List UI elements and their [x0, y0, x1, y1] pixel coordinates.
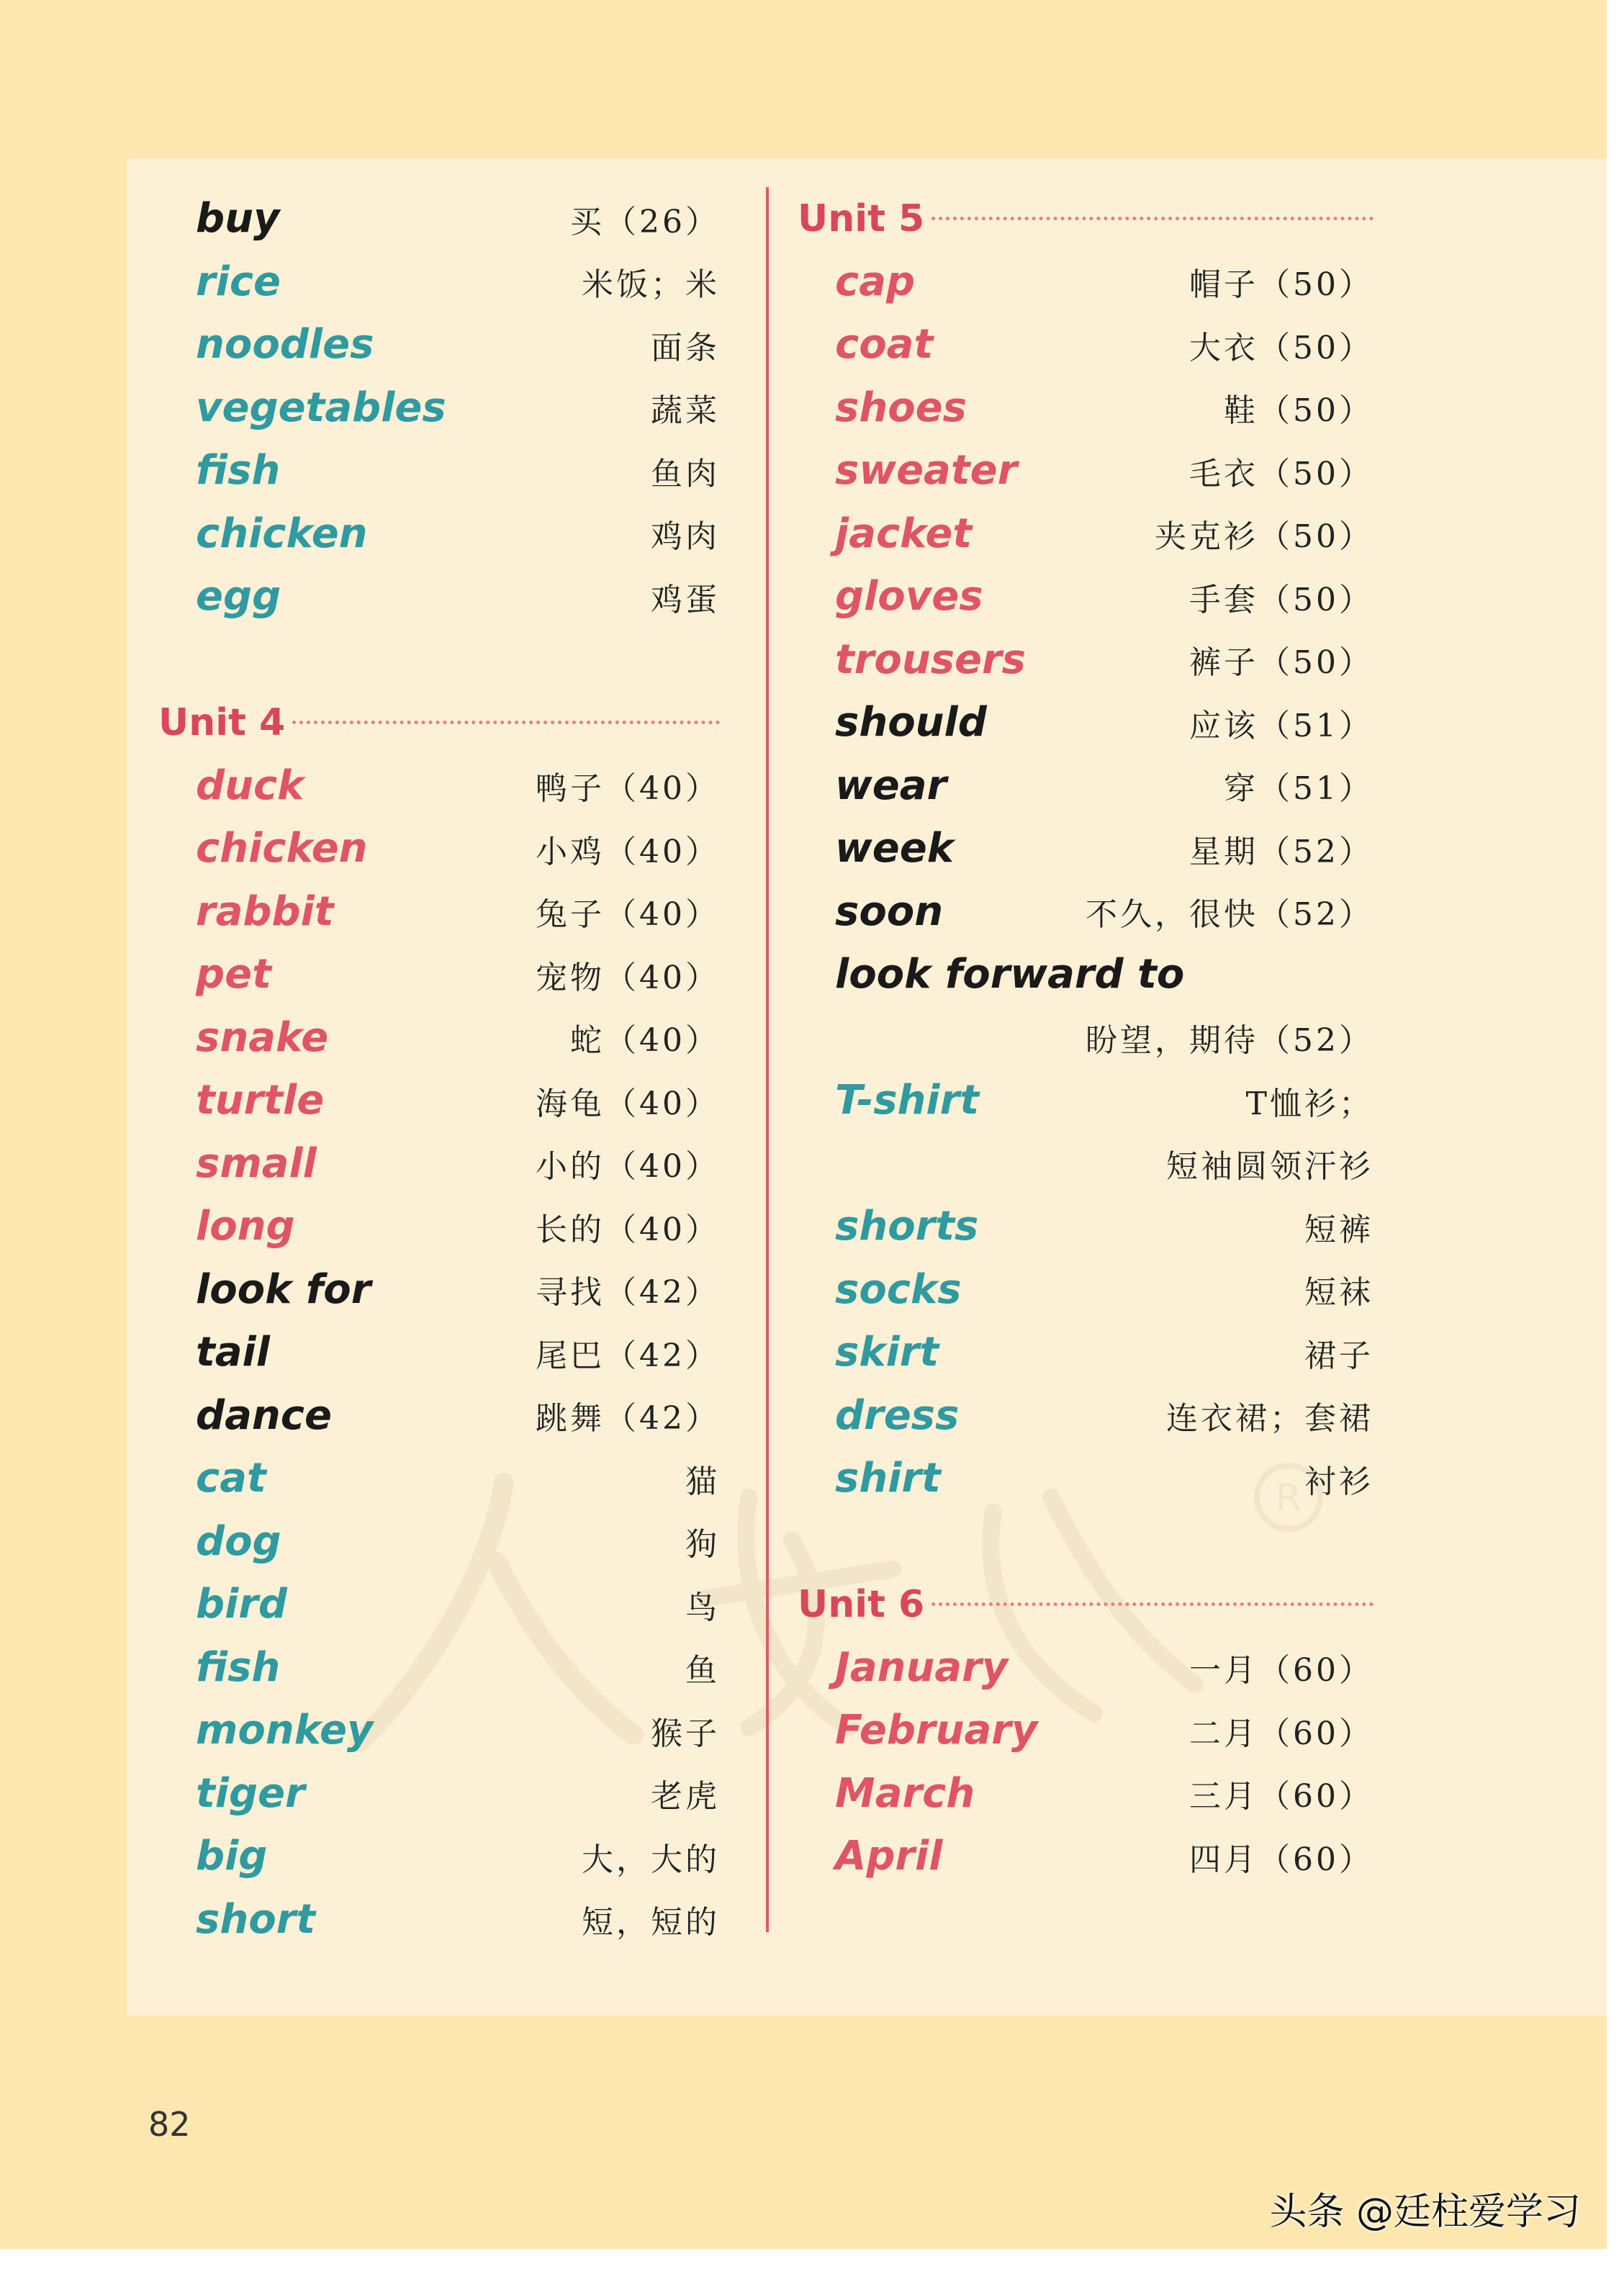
- vocab-entry: [798, 1258, 1373, 1322]
- vocab-word: tiger: [196, 1769, 305, 1817]
- source-credit: 头条 @廷柱爱学习: [1269, 2191, 1581, 2234]
- vocab-meaning: 帽子（50）: [1189, 266, 1373, 304]
- vocab-word: trousers: [835, 636, 1026, 683]
- vocab-word: week: [835, 825, 954, 872]
- vocab-meaning: 不久，很快（52）: [1086, 896, 1373, 934]
- vocab-entry: [798, 691, 1373, 754]
- vocab-entry: [158, 1573, 720, 1636]
- vocab-meaning: 应该（51）: [1189, 707, 1373, 744]
- vocab-meaning: 宠物（40）: [536, 959, 720, 996]
- vocab-meaning: 蔬菜: [651, 392, 720, 430]
- vocab-word: rice: [196, 258, 281, 305]
- vocab-meaning: 长的（40）: [536, 1211, 720, 1248]
- vocab-meaning: 鱼: [685, 1652, 720, 1690]
- page-number: 82: [148, 2105, 191, 2144]
- vocab-word: turtle: [196, 1077, 325, 1124]
- vocab-word: wear: [835, 762, 947, 809]
- unit-title: Unit 4: [158, 700, 286, 744]
- vocab-meaning: 海龟（40）: [536, 1085, 720, 1122]
- vocab-entry: [158, 565, 720, 628]
- vocab-entry: [158, 1132, 720, 1196]
- vocab-entry: [798, 1069, 1373, 1132]
- vocab-meaning: 跳舞（42）: [536, 1400, 720, 1438]
- vocab-entry: [158, 1762, 720, 1826]
- vocab-meaning: 二月（60）: [1189, 1715, 1373, 1752]
- unit-heading: [798, 1573, 1373, 1636]
- vocab-meaning: 寻找（42）: [536, 1274, 720, 1312]
- vocab-entry: [158, 1069, 720, 1132]
- dotted-leader: [931, 217, 1373, 220]
- vocab-meaning: 毛衣（50）: [1189, 455, 1373, 492]
- vocab-meaning: 穿（51）: [1224, 770, 1373, 808]
- unit-heading: [798, 187, 1373, 251]
- vocab-word: bird: [196, 1581, 287, 1628]
- unit-heading: [158, 691, 720, 754]
- vocab-meaning: 四月（60）: [1189, 1841, 1373, 1878]
- unit-title: Unit 5: [798, 197, 925, 240]
- vocab-word: cap: [835, 258, 916, 305]
- vocab-word: look forward to: [835, 951, 1185, 998]
- vocab-meaning: 短袜: [1304, 1274, 1373, 1312]
- vocab-meaning: 短，短的: [582, 1904, 720, 1941]
- vocab-entry: [158, 1321, 720, 1384]
- vocab-entry: [158, 817, 720, 880]
- vocab-word: noodles: [196, 321, 374, 369]
- vocab-entry: [158, 187, 720, 251]
- vocab-word: shorts: [835, 1203, 979, 1250]
- vocab-entry: [158, 502, 720, 566]
- vocab-word: short: [196, 1895, 316, 1943]
- vocab-meaning: 猴子: [651, 1715, 720, 1752]
- vocab-entry: [798, 817, 1373, 880]
- vocab-meaning: 裤子（50）: [1189, 644, 1373, 682]
- vocab-word: look for: [196, 1266, 371, 1313]
- svg-text:R: R: [1275, 1476, 1302, 1520]
- vocab-meaning-continuation: [798, 1132, 1373, 1196]
- vocab-entry: [798, 1762, 1373, 1826]
- left-vocabulary-column: [158, 187, 720, 1951]
- vocab-meaning: 鸟: [685, 1589, 720, 1626]
- vocab-meaning: 大，大的: [582, 1841, 720, 1878]
- vocab-entry: [798, 1636, 1373, 1700]
- vocab-meaning: 小的（40）: [536, 1148, 720, 1186]
- vocab-entry: [798, 565, 1373, 628]
- vocab-entry: [798, 313, 1373, 376]
- vocab-meaning: 鞋（50）: [1224, 392, 1373, 430]
- vocab-entry: [158, 880, 720, 944]
- vocab-entry: [158, 1699, 720, 1762]
- vocab-meaning: 一月（60）: [1189, 1652, 1373, 1690]
- vocab-entry: [798, 1825, 1373, 1888]
- vocab-meaning: 手套（50）: [1189, 581, 1373, 618]
- vocab-word: shoes: [835, 384, 967, 431]
- vocab-meaning: 面条: [651, 329, 720, 366]
- vocab-entry: [798, 880, 1373, 944]
- vocab-entry: [798, 376, 1373, 440]
- vocab-meaning: 鸡蛋: [651, 581, 720, 618]
- vocab-word: buy: [196, 195, 280, 243]
- right-vocabulary-column: [798, 187, 1373, 1888]
- spacer: [798, 1510, 1373, 1574]
- vocab-entry: [158, 1825, 720, 1888]
- vocab-word: duck: [196, 762, 304, 809]
- vocab-entry: [158, 943, 720, 1006]
- vocab-entry: [158, 1636, 720, 1700]
- vocab-word: January: [835, 1643, 1009, 1691]
- vocab-meaning: 鱼肉: [651, 455, 720, 492]
- vocab-word: cat: [196, 1455, 266, 1502]
- vocab-meaning: 猫: [685, 1463, 720, 1500]
- vocab-word: fish: [196, 1643, 281, 1691]
- vocab-entry: [798, 1384, 1373, 1448]
- vocab-word: monkey: [196, 1707, 374, 1754]
- dotted-leader: [292, 721, 720, 724]
- vocab-entry: [158, 1258, 720, 1322]
- vocab-entry: [798, 1321, 1373, 1384]
- vocab-meaning: 星期（52）: [1189, 833, 1373, 870]
- dotted-leader: [931, 1602, 1373, 1606]
- vocab-meaning: 鸡肉: [651, 518, 720, 556]
- vocab-meaning: 大衣（50）: [1189, 329, 1373, 366]
- vocab-word: fish: [196, 447, 281, 495]
- vocab-entry: [158, 1006, 720, 1070]
- vocab-word: April: [835, 1833, 943, 1880]
- vocab-entry: [158, 1384, 720, 1448]
- vocab-entry: [158, 439, 720, 502]
- vocab-meaning: 短裤: [1304, 1211, 1373, 1248]
- vocab-word: March: [835, 1769, 975, 1817]
- vocab-entry: [798, 1699, 1373, 1762]
- vocab-meaning-continuation: [798, 1006, 1373, 1070]
- vocab-word: shirt: [835, 1455, 941, 1502]
- vocab-meaning: 兔子（40）: [536, 896, 720, 934]
- vocab-word: big: [196, 1833, 268, 1880]
- vocab-entry: [798, 1447, 1373, 1510]
- vocab-meaning: 盼望，期待（52）: [1086, 1022, 1373, 1060]
- vocab-meaning: 尾巴（42）: [536, 1337, 720, 1374]
- vocab-entry: [158, 754, 720, 818]
- vocab-word: vegetables: [196, 384, 446, 431]
- vocab-word: gloves: [835, 573, 983, 621]
- vocab-word: dog: [196, 1517, 281, 1565]
- vocab-entry: [158, 1510, 720, 1574]
- vocab-word: should: [835, 699, 987, 746]
- unit-title: Unit 6: [798, 1582, 925, 1626]
- vocab-entry: [158, 1888, 720, 1952]
- vocab-entry: [798, 943, 1373, 1006]
- vocab-entry: [158, 313, 720, 376]
- vocab-word: T-shirt: [835, 1077, 979, 1124]
- vocab-word: chicken: [196, 825, 368, 872]
- vocab-meaning: 狗: [685, 1526, 720, 1564]
- vocab-word: February: [835, 1707, 1038, 1754]
- vocab-word: pet: [196, 951, 271, 998]
- vocab-entry: [798, 628, 1373, 692]
- vocab-entry: [798, 439, 1373, 502]
- vocab-entry: [798, 251, 1373, 314]
- vocab-word: snake: [196, 1014, 329, 1061]
- vocab-word: egg: [196, 573, 281, 621]
- vocab-word: sweater: [835, 447, 1018, 495]
- vocab-word: long: [196, 1203, 295, 1250]
- vocab-word: jacket: [835, 510, 973, 557]
- spacer: [158, 628, 720, 692]
- vocab-meaning: 衬衫: [1304, 1463, 1373, 1500]
- vocab-meaning: 鸭子（40）: [536, 770, 720, 808]
- vocab-word: rabbit: [196, 888, 334, 935]
- vocab-word: small: [196, 1140, 317, 1187]
- vocab-meaning: 小鸡（40）: [536, 833, 720, 870]
- vocab-word: dance: [196, 1391, 332, 1439]
- vocab-entry: [158, 1195, 720, 1258]
- vocab-word: tail: [196, 1329, 270, 1376]
- vocab-entry: [798, 754, 1373, 818]
- vocab-entry: [798, 1195, 1373, 1258]
- vocab-meaning: 米饭；米: [582, 266, 720, 304]
- vocab-entry: [158, 251, 720, 314]
- vocab-entry: [798, 502, 1373, 566]
- vocab-meaning: 裙子: [1304, 1337, 1373, 1374]
- vocab-meaning: 短袖圆领汗衫: [1166, 1148, 1373, 1186]
- vocab-meaning: 连衣裙；套裙: [1166, 1400, 1373, 1438]
- vocab-word: skirt: [835, 1329, 939, 1376]
- vocab-word: dress: [835, 1391, 960, 1439]
- vocab-entry: [158, 1447, 720, 1510]
- vocab-meaning: 老虎: [651, 1778, 720, 1815]
- vocab-word: soon: [835, 888, 944, 935]
- vocab-word: socks: [835, 1266, 962, 1313]
- vocab-meaning: T恤衫；: [1245, 1085, 1373, 1122]
- vocab-word: coat: [835, 321, 934, 369]
- vocab-meaning: 蛇（40）: [570, 1022, 720, 1060]
- vocab-word: chicken: [196, 510, 368, 557]
- vocab-entry: [158, 376, 720, 440]
- vocab-meaning: 夹克衫（50）: [1155, 518, 1373, 556]
- column-divider: [766, 187, 769, 1932]
- vocab-meaning: 买（26）: [570, 203, 720, 240]
- vocab-meaning: 三月（60）: [1189, 1778, 1373, 1815]
